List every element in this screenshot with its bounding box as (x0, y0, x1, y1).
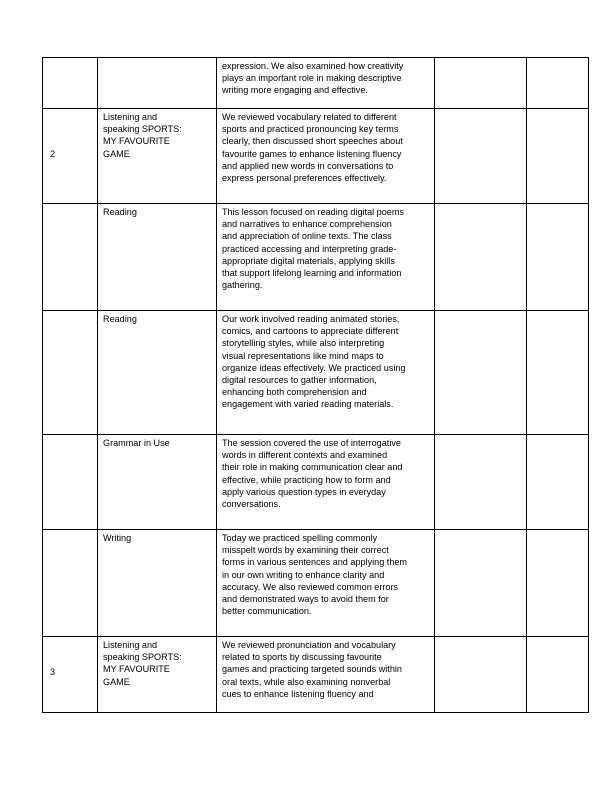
content-cell: We reviewed vocabulary related to different sports and practiced pronouncing key terms clearly, then discussed short speeches about favourite games to enhance listening fluency and applied new words in conversations to express personal preferences effectively. (217, 109, 435, 204)
content-cell: We reviewed pronunciation and vocabulary related to sports by discussing favourite games and practicing targeted sounds within oral texts, while also examining nonverbal cues to enhance listening fluency and (217, 637, 435, 713)
extra-cell (435, 109, 527, 204)
week-cell (43, 58, 98, 109)
strand-cell: Reading (98, 311, 217, 435)
extra-cell (527, 204, 589, 311)
week-cell: 3 (43, 637, 98, 713)
extra-cell (527, 435, 589, 530)
content-cell: expression. We also examined how creativity plays an important role in making descriptive writing more engaging and effective. (217, 58, 435, 109)
strand-cell: Grammar in Use (98, 435, 217, 530)
strand-cell: Listening and speaking SPORTS: MY FAVOURITE GAME (98, 637, 217, 713)
lesson-record-table (42, 57, 589, 713)
strand-cell: Listening and speaking SPORTS: MY FAVOURITE GAME (98, 109, 217, 204)
content-cell: The session covered the use of interrogative words in different contexts and examined their role in making communication clear and effective, while practicing how to form and apply various question types in everyday conversations. (217, 435, 435, 530)
extra-cell (527, 109, 589, 204)
extra-cell (435, 530, 527, 637)
strand-cell: Reading (98, 204, 217, 311)
week-cell (43, 204, 98, 311)
table-row (43, 109, 589, 204)
week-cell (43, 435, 98, 530)
extra-cell (435, 311, 527, 435)
extra-cell (435, 58, 527, 109)
table-row (43, 311, 589, 435)
extra-cell (527, 58, 589, 109)
content-cell: Today we practiced spelling commonly misspelt words by examining their correct forms in various sentences and applying them in our own writing to enhance clarity and accuracy. We also reviewed common errors and demonstrated ways to avoid them for better communication. (217, 530, 435, 637)
strand-cell (98, 58, 217, 109)
table-row (43, 530, 589, 637)
week-cell: 2 (43, 109, 98, 204)
week-cell (43, 530, 98, 637)
week-cell (43, 311, 98, 435)
table-row (43, 58, 589, 109)
extra-cell (527, 530, 589, 637)
content-cell: Our work involved reading animated stories, comics, and cartoons to appreciate different storytelling styles, while also interpreting visual representations like mind maps to organize ideas effectively. We practiced using digital resources to gather information, enhancing both comprehension and engagement with varied reading materials. (217, 311, 435, 435)
extra-cell (527, 311, 589, 435)
content-cell: This lesson focused on reading digital poems and narratives to enhance comprehension and appreciation of online texts. The class practiced accessing and interpreting grade- appropriate digital materials, applying skills that support lifelong learning and information gathering. (217, 204, 435, 311)
table-row (43, 637, 589, 713)
table-row (43, 435, 589, 530)
strand-cell: Writing (98, 530, 217, 637)
extra-cell (435, 435, 527, 530)
extra-cell (527, 637, 589, 713)
table-row (43, 204, 589, 311)
extra-cell (435, 637, 527, 713)
extra-cell (435, 204, 527, 311)
